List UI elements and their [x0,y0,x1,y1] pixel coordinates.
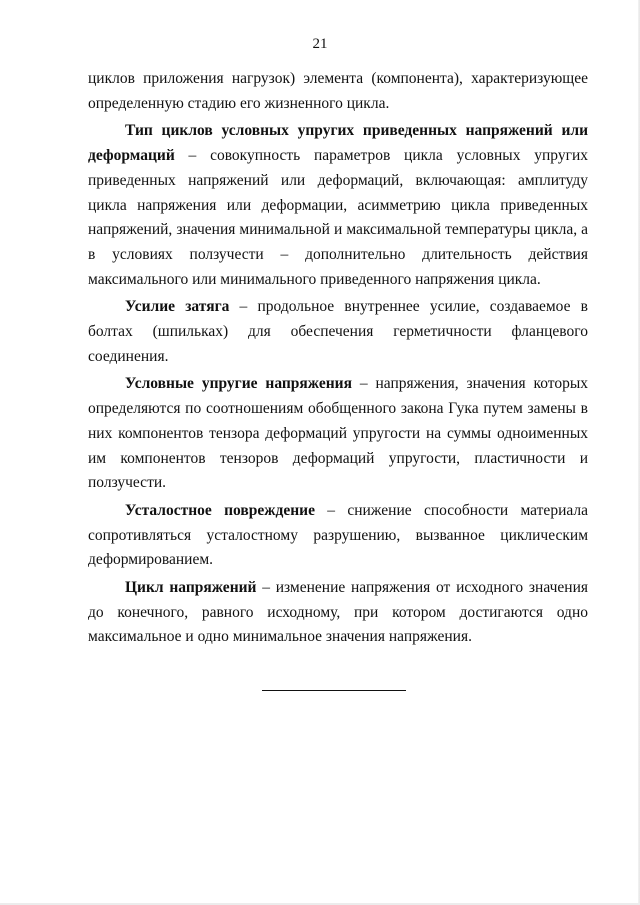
section-end-rule [262,690,406,691]
page-number: 21 [312,36,328,52]
definition-term: Цикл напряжений [125,579,257,597]
definition-text: – совокупность параметров цикла условных упругих приведенных напряжений или деформаций, включающая: амплитуду цикла напряжения или деформации, асимметрию цикла приведенных напряжений, значения минимальной и максимальной температуры цикла, а в условиях ползучести – дополнительно длительность действия максимального или минимального приведенного напряжения цикла. [88,147,588,288]
definition-stress-cycle [88,576,588,650]
definition-bolt-preload [88,295,588,369]
paragraph-text: циклов приложения нагрузок) элемента (компонента), характеризующее определенную стадию его жизненного цикла. [88,70,588,112]
definition-term: Условные упругие напряжения [125,375,352,393]
definition-term: Усталостное повреждение [125,501,315,519]
document-body [88,67,588,650]
definition-term: Тип циклов условных упругих приведенных напряжений или деформаций [88,122,588,165]
definition-fatigue-damage [88,499,588,573]
definition-stress-cycle-type [88,119,588,292]
definition-text: – продольное внутреннее усилие, создаваемое в болтах (шпильках) для обеспечения герметичности фланцевого соединения. [88,298,588,365]
definition-text: – напряжения, значения которых определяются по соотношениям обобщенного закона Гука путем замены в них компонентов тензора деформаций упругости на суммы одноименных им компонентов тензоров деформаций упругости, пластичности и ползучести. [88,375,589,492]
definition-text: – изменение напряжения от исходного значения до конечного, равного исходному, при котором достигаются одно максимальное и одно минимальное значения напряжения. [88,579,588,646]
definition-term: Усилие затяга [125,298,230,316]
definition-conditional-elastic-stress [88,372,588,496]
paragraph-continuation [88,67,588,116]
definition-text: – снижение способности материала сопротивляться усталостному разрушению, вызванное циклическим деформированием. [88,501,588,569]
